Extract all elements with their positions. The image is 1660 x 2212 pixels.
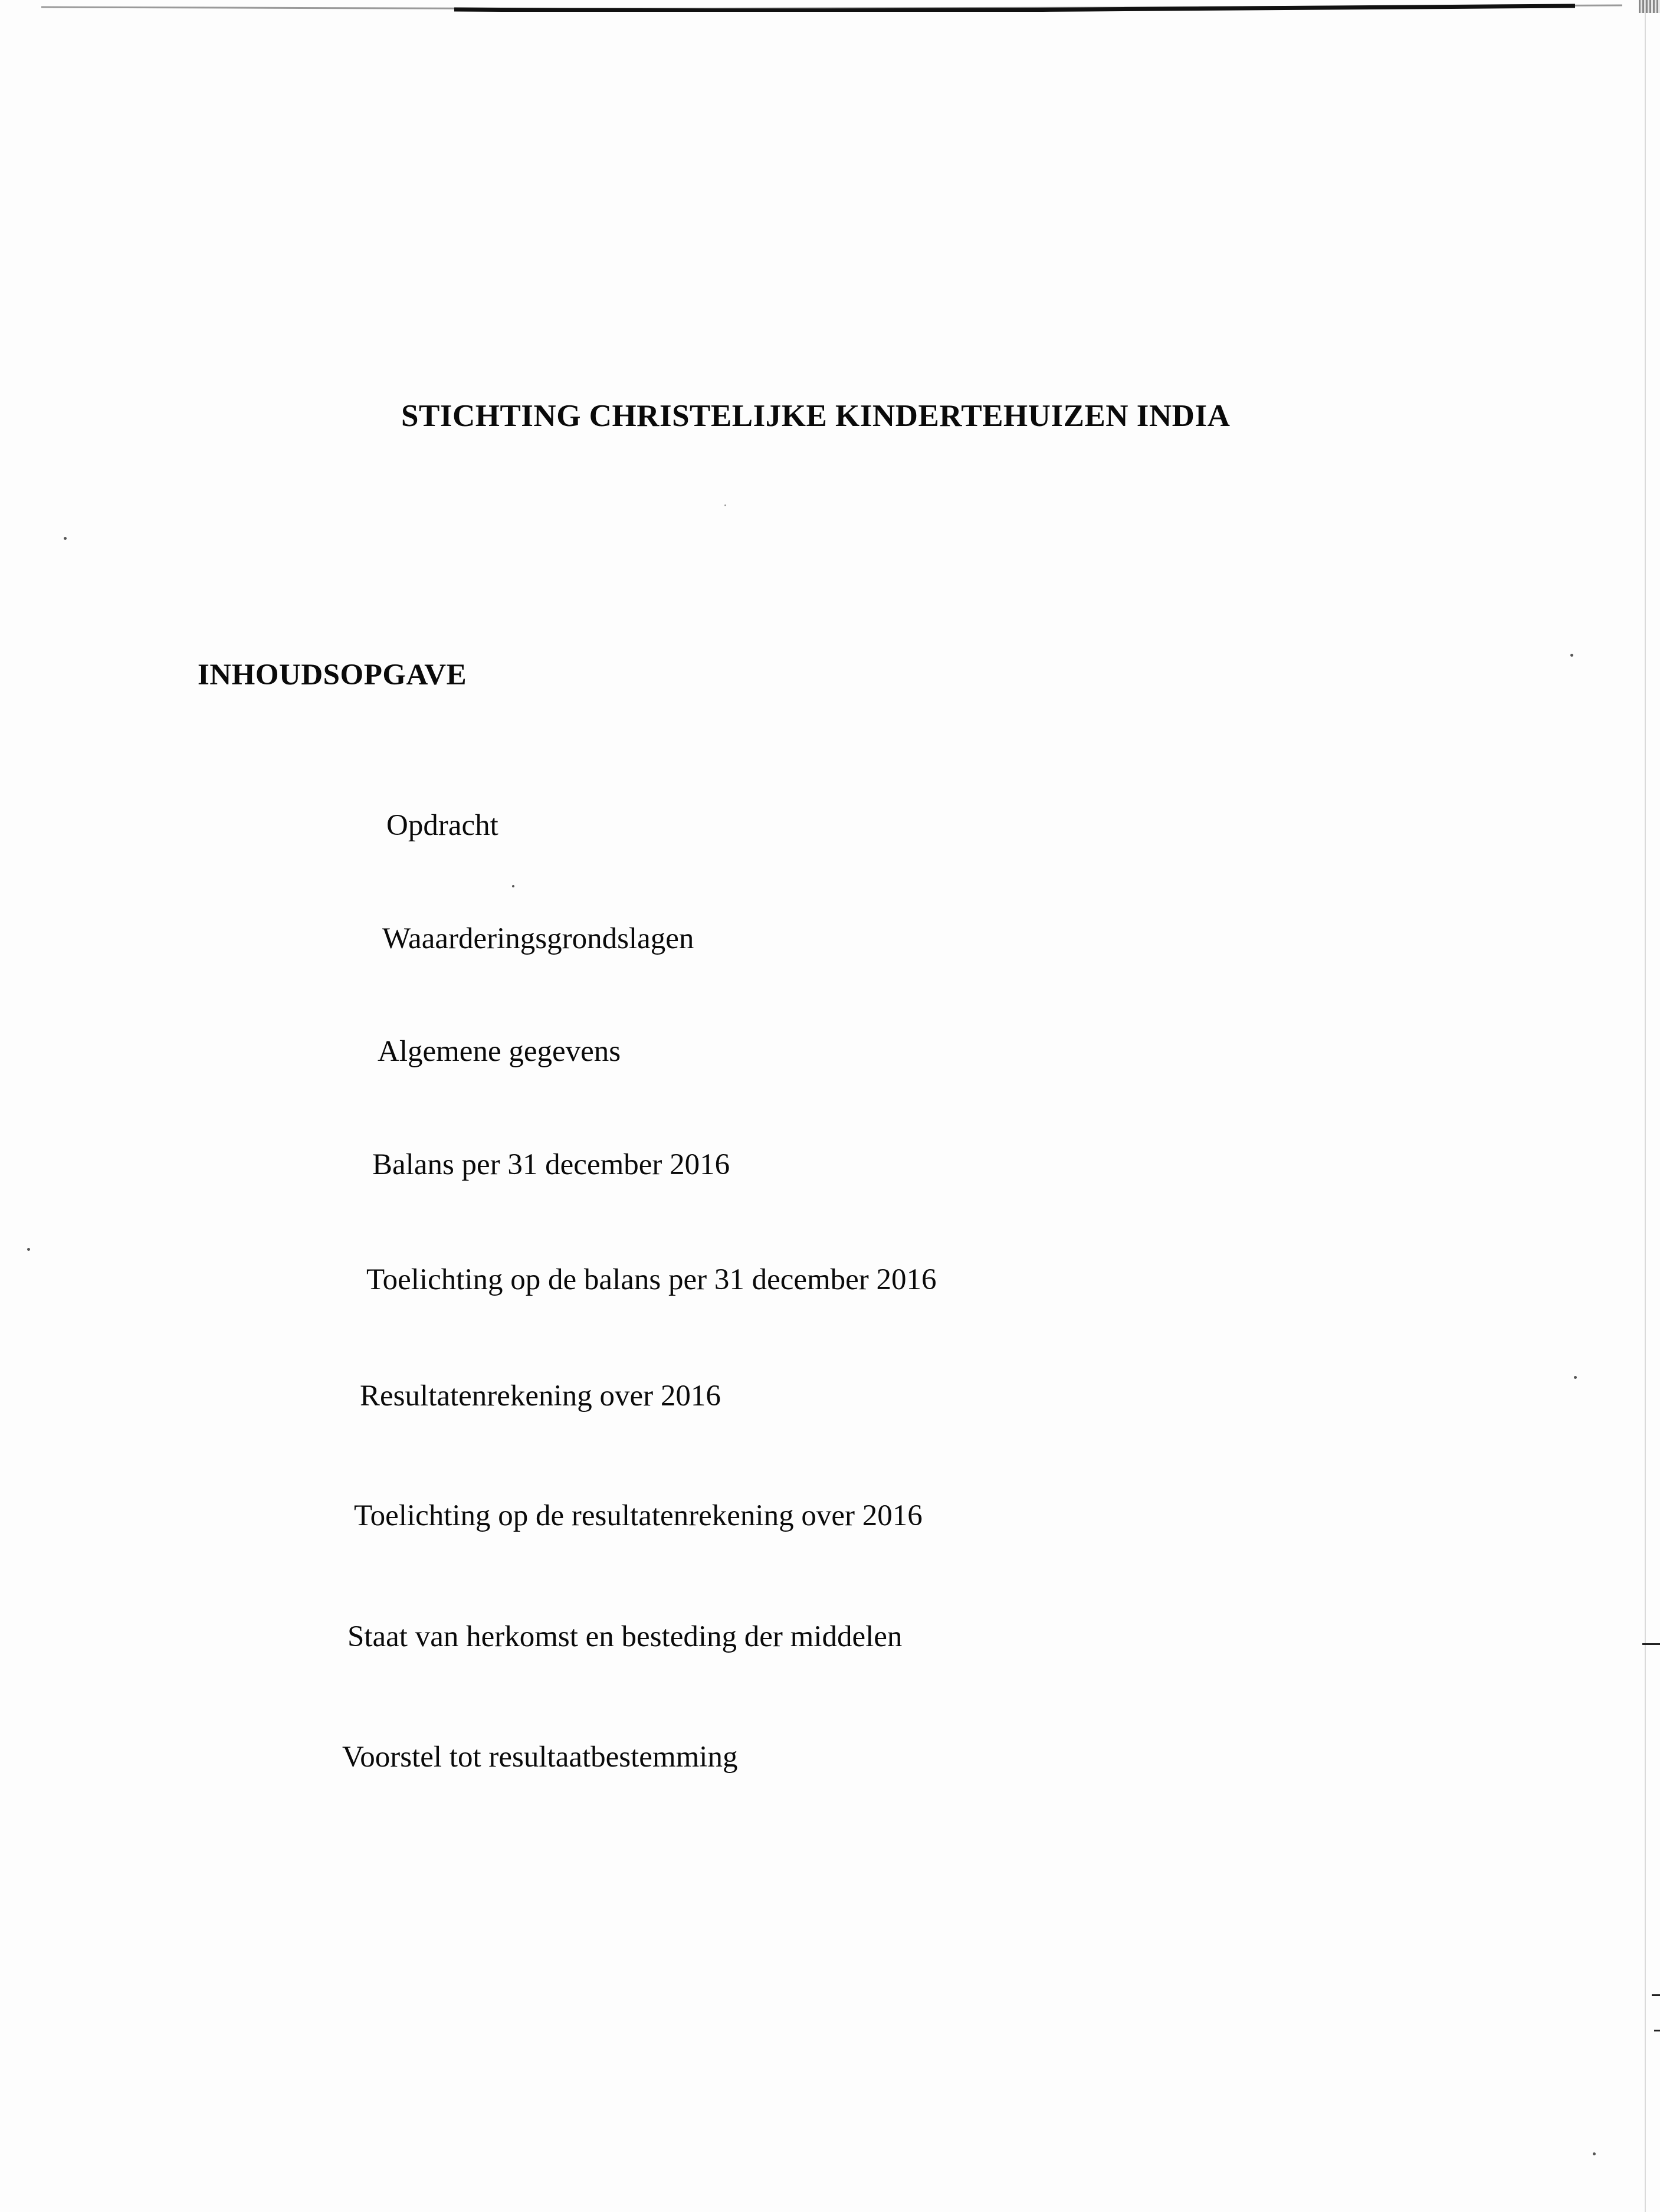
scan-speck (1570, 654, 1573, 657)
toc-item-balans: Balans per 31 december 2016 (372, 1148, 730, 1181)
toc-item-toelichting-resultatenrekening: Toelichting op de resultatenrekening over 2016 (354, 1499, 923, 1532)
toc-item-resultatenrekening: Resultatenrekening over 2016 (360, 1379, 721, 1413)
scan-speck (64, 537, 67, 540)
toc-item-toelichting-balans: Toelichting op de balans per 31 december 2016 (366, 1263, 937, 1296)
scan-edge-tick (1652, 1994, 1660, 1996)
scan-edge-tick (1642, 1643, 1660, 1645)
scan-speck (27, 1248, 30, 1251)
scan-right-edge (1645, 0, 1653, 2212)
scan-speck (512, 885, 514, 887)
toc-item-opdracht: Opdracht (386, 809, 498, 842)
toc-item-staat-van-herkomst: Staat van herkomst en besteding der middelen (347, 1620, 903, 1653)
document-title: STICHTING CHRISTELIJKE KINDERTEHUIZEN INDIA (401, 399, 1231, 433)
toc-heading: INHOUDSOPGAVE (198, 658, 467, 692)
scan-speck (1593, 2152, 1596, 2155)
toc-item-voorstel-resultaatbestemming: Voorstel tot resultaatbestemming (342, 1741, 738, 1774)
scan-top-rule (41, 4, 1622, 12)
toc-item-algemene-gegevens: Algemene gegevens (378, 1035, 621, 1068)
scan-speck (724, 504, 726, 506)
toc-item-waarderingsgrondslagen: Waaarderingsgrondslagen (382, 922, 694, 955)
scan-edge-tick (1654, 2030, 1660, 2031)
scan-speck (1574, 1376, 1577, 1379)
